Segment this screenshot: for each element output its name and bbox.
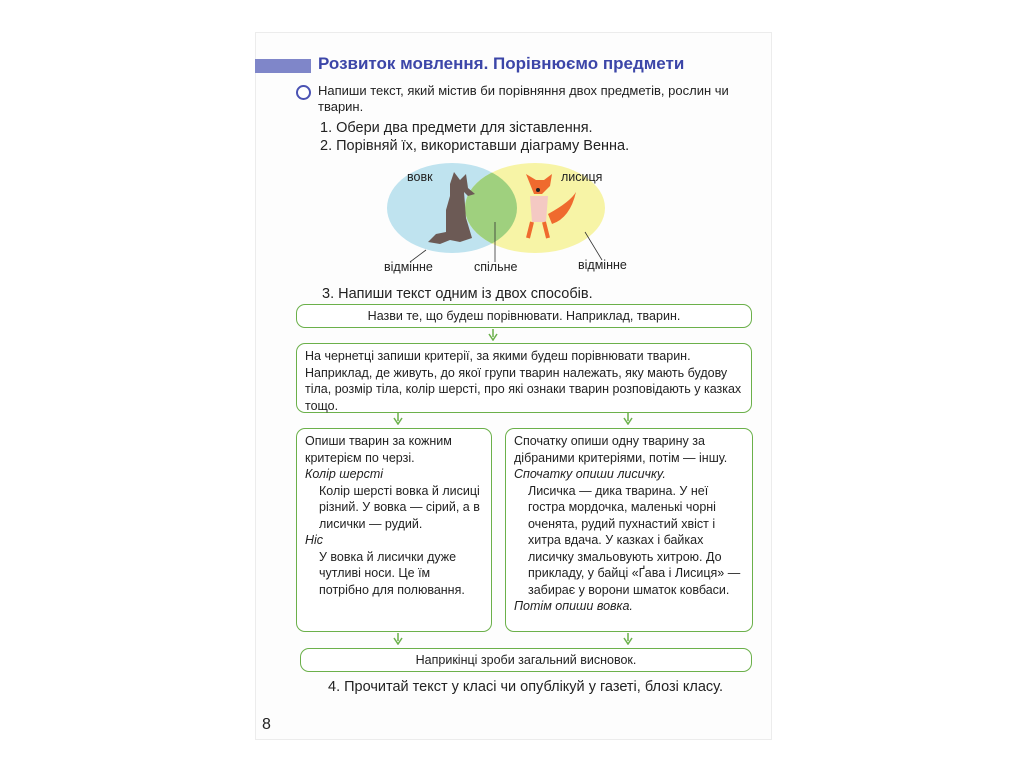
step-3: 3. Напиши текст одним із двох способів. bbox=[322, 286, 593, 302]
method2-intro: Спочатку опиши одну тварину за дібраними критеріями, потім — іншу. bbox=[514, 434, 728, 465]
down-arrow-icon bbox=[393, 633, 403, 645]
venn-label-common: спільне bbox=[474, 260, 518, 274]
flow-box-method-1 bbox=[296, 428, 492, 632]
step-1: 1. Обери два предмети для зіставлення. bbox=[320, 120, 593, 136]
method1-criterion-1: Колір шерсті bbox=[305, 467, 384, 481]
flow-box-conclusion: Наприкінці зроби загальний висновок. bbox=[300, 648, 752, 672]
method1-intro: Опиши тварин за кожним критерієм по черзі. bbox=[305, 434, 452, 465]
down-arrow-icon bbox=[623, 413, 633, 425]
venn-label-different-left: відмінне bbox=[384, 260, 433, 274]
method1-paragraph-2: У вовка й лисички дуже чутливі носи. Це їм потрібно для полювання. bbox=[319, 549, 465, 597]
method2-heading-1: Спочатку опиши лисичку. bbox=[514, 467, 666, 481]
flow-box-name: Назви те, що будеш порівнювати. Наприклад, тварин. bbox=[296, 304, 752, 328]
task-bullet-icon bbox=[296, 85, 311, 100]
method2-paragraph-1: Лисичка — дика тварина. У неї гостра мордочка, маленькі чорні оченята, рудий пухнастий хвіст і хитра вдача. У казках і байках лисичку змальовують хитрою. До прикладу, у байці «Ґава і Лисиця» — забирає у ворони шматок ковбаси. bbox=[528, 483, 741, 597]
down-arrow-icon bbox=[623, 633, 633, 645]
venn-label-wolf: вовк bbox=[407, 170, 433, 184]
down-arrow-icon bbox=[393, 413, 403, 425]
flow-box-criteria: На чернетці запиши критерії, за якими будеш порівнювати тварин. Наприклад, де живуть, до якої групи тварин належать, яку мають будову тіла, розмір тіла, колір шерсті, про які ознаки тварин розповідають у казках тощо. bbox=[296, 343, 752, 413]
down-arrow-icon bbox=[488, 329, 498, 341]
step-4: 4. Прочитай текст у класі чи опублікуй у газеті, блозі класу. bbox=[328, 679, 724, 695]
flow-box-method-2 bbox=[505, 428, 753, 632]
venn-label-different-right: відмінне bbox=[578, 258, 627, 272]
section-title: Розвиток мовлення. Порівнюємо предмети bbox=[318, 54, 685, 73]
method1-paragraph-1: Колір шерсті вовка й лисиці різний. У вовка — сірий, а в лисички — рудий. bbox=[319, 483, 480, 531]
page-number: 8 bbox=[262, 716, 271, 733]
method1-criterion-2: Ніс bbox=[305, 533, 324, 547]
venn-label-fox: лисиця bbox=[561, 170, 603, 184]
heading-accent-bar bbox=[255, 59, 311, 73]
task-text: Напиши текст, який містив би порівняння двох предметів, рослин чи тварин. bbox=[318, 83, 729, 114]
method2-heading-2: Потім опиши вовка. bbox=[514, 599, 633, 613]
step-2: 2. Порівняй їх, використавши діаграму Венна. bbox=[320, 138, 630, 154]
